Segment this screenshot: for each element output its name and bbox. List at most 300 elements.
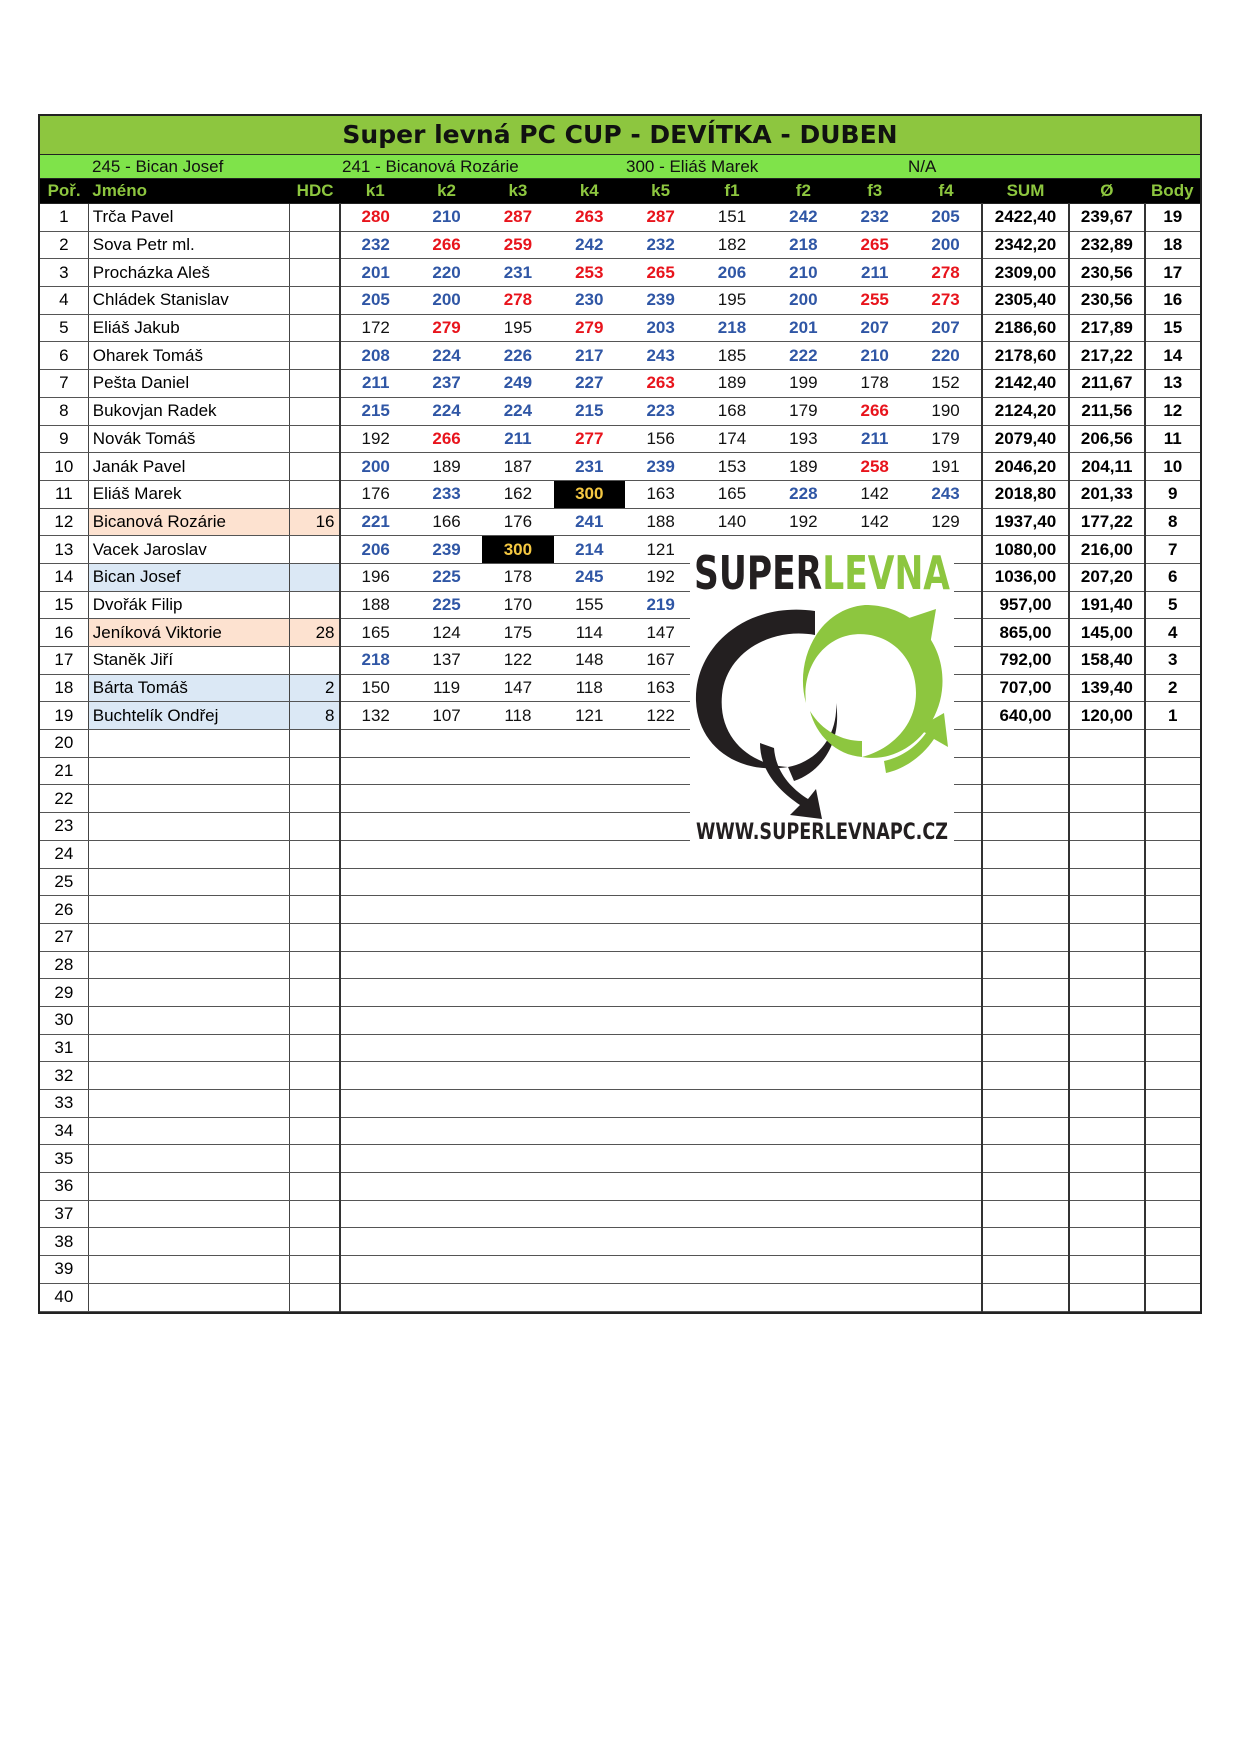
handicap-cell: [289, 1062, 339, 1090]
player-name: [88, 1145, 289, 1173]
handicap-cell: [289, 259, 339, 287]
points-cell: [1145, 868, 1200, 896]
player-name: Jeníková Viktorie: [88, 619, 289, 647]
points-cell: [1145, 1062, 1200, 1090]
score-k4: [554, 896, 625, 924]
score-k2: [411, 896, 482, 924]
score-f3: [839, 923, 910, 951]
score-k5: [625, 951, 696, 979]
score-f1: [696, 923, 767, 951]
score-k4: 217: [554, 342, 625, 370]
header-row: [40, 179, 1200, 204]
score-k3: [482, 1006, 553, 1034]
score-f1: [696, 1256, 767, 1284]
points-cell: [1145, 1006, 1200, 1034]
sum-cell: 2142,40: [982, 370, 1069, 398]
header-k2: k2: [411, 179, 482, 204]
score-k3: [482, 979, 553, 1007]
score-k2: [411, 1200, 482, 1228]
handicap-cell: [289, 813, 339, 841]
score-k4: [554, 1200, 625, 1228]
score-f4: [910, 923, 981, 951]
score-k2: [411, 1062, 482, 1090]
sum-cell: 2422,40: [982, 204, 1069, 232]
score-k2: [411, 757, 482, 785]
score-f3: 142: [839, 480, 910, 508]
handicap-cell: [289, 868, 339, 896]
score-k5: [625, 923, 696, 951]
rank-cell: 36: [40, 1173, 88, 1201]
results-sheet: [38, 114, 1202, 1314]
score-k1: 221: [340, 508, 411, 536]
handicap-cell: [289, 1228, 339, 1256]
score-f3: [839, 868, 910, 896]
table-row-empty: [40, 979, 1200, 1007]
handicap-cell: [289, 1090, 339, 1118]
score-k5: [625, 1200, 696, 1228]
score-k3: [482, 1034, 553, 1062]
header-poz: Poř.: [40, 179, 88, 204]
score-k2: 237: [411, 370, 482, 398]
sum-cell: [982, 923, 1069, 951]
header-f3: f3: [839, 179, 910, 204]
points-cell: 13: [1145, 370, 1200, 398]
score-k5: 287: [625, 204, 696, 232]
average-cell: [1069, 868, 1144, 896]
player-name: [88, 730, 289, 758]
score-k5: 156: [625, 425, 696, 453]
record-3: 300 - Eliáš Marek: [626, 157, 759, 176]
table-row-empty: [40, 730, 1200, 758]
score-k3: 162: [482, 480, 553, 508]
score-k4: [554, 1034, 625, 1062]
rank-cell: 3: [40, 259, 88, 287]
score-f2: [768, 979, 839, 1007]
score-f2: [768, 1200, 839, 1228]
table-row-empty: [40, 1256, 1200, 1284]
score-k3: [482, 868, 553, 896]
score-k4: [554, 979, 625, 1007]
average-cell: [1069, 1228, 1144, 1256]
score-k1: [340, 1034, 411, 1062]
score-f2: 201: [768, 314, 839, 342]
points-cell: [1145, 1117, 1200, 1145]
points-cell: [1145, 1283, 1200, 1311]
score-f1: 206: [696, 259, 767, 287]
score-k3: [482, 1228, 553, 1256]
score-f4: 273: [910, 287, 981, 315]
points-cell: 18: [1145, 231, 1200, 259]
score-k3: 170: [482, 591, 553, 619]
score-k4: 118: [554, 674, 625, 702]
handicap-cell: [289, 536, 339, 564]
score-f1: 189: [696, 370, 767, 398]
player-name: Janák Pavel: [88, 453, 289, 481]
handicap-cell: [289, 730, 339, 758]
score-f2: 192: [768, 508, 839, 536]
score-f4: [910, 1145, 981, 1173]
header-k3: k3: [482, 179, 553, 204]
sum-cell: [982, 1006, 1069, 1034]
player-name: Trča Pavel: [88, 204, 289, 232]
score-k5: 203: [625, 314, 696, 342]
score-k3: 187: [482, 453, 553, 481]
points-cell: 17: [1145, 259, 1200, 287]
player-name: Chládek Stanislav: [88, 287, 289, 315]
rank-cell: 25: [40, 868, 88, 896]
average-cell: 230,56: [1069, 259, 1144, 287]
sheet-title: Super levná PC CUP - DEVÍTKA - DUBEN: [40, 116, 1200, 155]
score-f1: 174: [696, 425, 767, 453]
score-f1: [696, 1145, 767, 1173]
score-f2: 193: [768, 425, 839, 453]
score-k1: [340, 1145, 411, 1173]
score-k2: [411, 785, 482, 813]
score-k3: [482, 1145, 553, 1173]
player-name: Staněk Jiří: [88, 647, 289, 675]
handicap-cell: [289, 757, 339, 785]
points-cell: 15: [1145, 314, 1200, 342]
score-k1: [340, 923, 411, 951]
score-f2: 210: [768, 259, 839, 287]
score-k1: [340, 757, 411, 785]
sum-cell: 865,00: [982, 619, 1069, 647]
rank-cell: 17: [40, 647, 88, 675]
score-k2: [411, 951, 482, 979]
table-row-empty: [40, 1200, 1200, 1228]
points-cell: 12: [1145, 397, 1200, 425]
points-cell: 9: [1145, 480, 1200, 508]
results-body: [40, 204, 1200, 1312]
rank-cell: 33: [40, 1090, 88, 1118]
score-k5: [625, 1228, 696, 1256]
table-row-empty: [40, 757, 1200, 785]
rank-cell: 22: [40, 785, 88, 813]
rank-cell: 12: [40, 508, 88, 536]
score-f2: 199: [768, 370, 839, 398]
score-k2: [411, 1173, 482, 1201]
score-k4: [554, 868, 625, 896]
points-cell: [1145, 785, 1200, 813]
score-k2: 233: [411, 480, 482, 508]
score-k1: 218: [340, 647, 411, 675]
points-cell: 1: [1145, 702, 1200, 730]
sum-cell: [982, 785, 1069, 813]
score-k5: 167: [625, 647, 696, 675]
table-row-empty: [40, 840, 1200, 868]
average-cell: 139,40: [1069, 674, 1144, 702]
handicap-cell: [289, 1006, 339, 1034]
score-k2: [411, 1145, 482, 1173]
score-f1: 153: [696, 453, 767, 481]
handicap-cell: 8: [289, 702, 339, 730]
handicap-cell: [289, 840, 339, 868]
table-row: [40, 370, 1200, 398]
score-k3: 287: [482, 204, 553, 232]
sum-cell: [982, 1200, 1069, 1228]
handicap-cell: [289, 1034, 339, 1062]
score-k1: [340, 1256, 411, 1284]
score-f4: 278: [910, 259, 981, 287]
player-name: Buchtelík Ondřej: [88, 702, 289, 730]
points-cell: 14: [1145, 342, 1200, 370]
score-k1: 192: [340, 425, 411, 453]
score-f1: 165: [696, 480, 767, 508]
score-f4: [910, 1228, 981, 1256]
table-row-empty: [40, 923, 1200, 951]
sum-cell: [982, 951, 1069, 979]
score-f4: 152: [910, 370, 981, 398]
score-k3: 231: [482, 259, 553, 287]
average-cell: 207,20: [1069, 563, 1144, 591]
score-k2: 119: [411, 674, 482, 702]
average-cell: 120,00: [1069, 702, 1144, 730]
table-row: [40, 287, 1200, 315]
player-name: [88, 1117, 289, 1145]
table-row-empty: [40, 1062, 1200, 1090]
points-cell: [1145, 1256, 1200, 1284]
handicap-cell: 28: [289, 619, 339, 647]
score-k3: [482, 1117, 553, 1145]
sum-cell: [982, 1034, 1069, 1062]
sum-cell: [982, 1062, 1069, 1090]
sum-cell: 2046,20: [982, 453, 1069, 481]
score-k1: [340, 951, 411, 979]
record-4: N/A: [908, 157, 937, 176]
sum-cell: 1937,40: [982, 508, 1069, 536]
rank-cell: 31: [40, 1034, 88, 1062]
average-cell: [1069, 979, 1144, 1007]
score-k1: 165: [340, 619, 411, 647]
player-name: Vacek Jaroslav: [88, 536, 289, 564]
score-k1: [340, 1062, 411, 1090]
average-cell: [1069, 951, 1144, 979]
player-name: Dvořák Filip: [88, 591, 289, 619]
score-f3: [839, 1283, 910, 1311]
score-k3: 122: [482, 647, 553, 675]
rank-cell: 18: [40, 674, 88, 702]
score-k2: 224: [411, 397, 482, 425]
score-k5: [625, 896, 696, 924]
handicap-cell: [289, 1283, 339, 1311]
score-f2: [768, 1256, 839, 1284]
score-f4: 179: [910, 425, 981, 453]
rank-cell: 15: [40, 591, 88, 619]
handicap-cell: [289, 785, 339, 813]
score-f2: [768, 896, 839, 924]
player-name: Bukovjan Radek: [88, 397, 289, 425]
score-k3: [482, 1062, 553, 1090]
average-cell: [1069, 1283, 1144, 1311]
score-f4: [910, 979, 981, 1007]
rank-cell: 19: [40, 702, 88, 730]
score-k3: 176: [482, 508, 553, 536]
score-f1: [696, 1034, 767, 1062]
results-table: [40, 179, 1200, 1312]
score-k2: [411, 813, 482, 841]
score-k5: [625, 868, 696, 896]
handicap-cell: [289, 951, 339, 979]
table-row: [40, 480, 1200, 508]
logo-word-levna: LEVNA: [822, 546, 993, 600]
score-k4: 245: [554, 563, 625, 591]
score-k2: [411, 1117, 482, 1145]
score-k1: 176: [340, 480, 411, 508]
points-cell: [1145, 1228, 1200, 1256]
points-cell: [1145, 951, 1200, 979]
rank-cell: 21: [40, 757, 88, 785]
score-k4: 215: [554, 397, 625, 425]
score-f4: [910, 1256, 981, 1284]
average-cell: 232,89: [1069, 231, 1144, 259]
score-f1: [696, 868, 767, 896]
score-f3: [839, 1034, 910, 1062]
player-name: Procházka Aleš: [88, 259, 289, 287]
sum-cell: 2018,80: [982, 480, 1069, 508]
sum-cell: 2178,60: [982, 342, 1069, 370]
rank-cell: 9: [40, 425, 88, 453]
score-k5: 239: [625, 287, 696, 315]
rank-cell: 1: [40, 204, 88, 232]
sum-cell: 2305,40: [982, 287, 1069, 315]
score-f3: 142: [839, 508, 910, 536]
score-f4: [910, 896, 981, 924]
table-row: [40, 453, 1200, 481]
header-f1: f1: [696, 179, 767, 204]
score-k1: 200: [340, 453, 411, 481]
score-k5: 239: [625, 453, 696, 481]
rank-cell: 14: [40, 563, 88, 591]
handicap-cell: [289, 480, 339, 508]
score-f1: 182: [696, 231, 767, 259]
sum-cell: [982, 1117, 1069, 1145]
table-row: [40, 536, 1200, 564]
average-cell: 145,00: [1069, 619, 1144, 647]
score-f3: [839, 1062, 910, 1090]
score-k1: 196: [340, 563, 411, 591]
points-cell: [1145, 813, 1200, 841]
sum-cell: [982, 868, 1069, 896]
player-name: Eliáš Jakub: [88, 314, 289, 342]
average-cell: 217,22: [1069, 342, 1144, 370]
score-k5: 263: [625, 370, 696, 398]
header-k1: k1: [340, 179, 411, 204]
score-f1: 195: [696, 287, 767, 315]
average-cell: [1069, 1006, 1144, 1034]
score-k4: 227: [554, 370, 625, 398]
table-row: [40, 397, 1200, 425]
logo-word-super: SUPER: [694, 546, 866, 600]
score-k4: [554, 1090, 625, 1118]
handicap-cell: 0: [289, 563, 339, 591]
sum-cell: [982, 1256, 1069, 1284]
score-k1: [340, 979, 411, 1007]
score-k2: [411, 1256, 482, 1284]
average-cell: [1069, 1117, 1144, 1145]
score-f4: [910, 1034, 981, 1062]
score-f1: 151: [696, 204, 767, 232]
table-row-empty: [40, 1034, 1200, 1062]
table-row-empty: [40, 1228, 1200, 1256]
player-name: [88, 785, 289, 813]
score-k2: [411, 840, 482, 868]
sum-cell: 957,00: [982, 591, 1069, 619]
sum-cell: 1080,00: [982, 536, 1069, 564]
score-k1: 232: [340, 231, 411, 259]
rank-cell: 7: [40, 370, 88, 398]
sum-cell: 792,00: [982, 647, 1069, 675]
player-name: [88, 1173, 289, 1201]
score-f3: 210: [839, 342, 910, 370]
table-row-empty: [40, 1145, 1200, 1173]
table-row: [40, 674, 1200, 702]
score-k2: 166: [411, 508, 482, 536]
score-f4: 200: [910, 231, 981, 259]
score-k3: [482, 951, 553, 979]
score-f4: 129: [910, 508, 981, 536]
score-k4: 230: [554, 287, 625, 315]
score-k5: [625, 1090, 696, 1118]
score-k3: 178: [482, 563, 553, 591]
score-k4: 148: [554, 647, 625, 675]
score-k1: 150: [340, 674, 411, 702]
score-f3: [839, 1200, 910, 1228]
score-k1: [340, 730, 411, 758]
score-k2: [411, 979, 482, 1007]
score-k5: [625, 1145, 696, 1173]
score-f3: [839, 979, 910, 1007]
table-row-empty: [40, 1173, 1200, 1201]
logo-url: WWW.SUPERLEVNAPC.CZ: [696, 820, 948, 845]
player-name: [88, 757, 289, 785]
score-f1: [696, 896, 767, 924]
handicap-cell: [289, 923, 339, 951]
score-f4: [910, 1117, 981, 1145]
score-k4: [554, 1117, 625, 1145]
superlevna-logo: [690, 543, 993, 845]
table-row-empty: [40, 951, 1200, 979]
handicap-cell: [289, 1200, 339, 1228]
score-f3: 178: [839, 370, 910, 398]
table-row: [40, 259, 1200, 287]
sum-cell: 2309,00: [982, 259, 1069, 287]
score-f1: [696, 1006, 767, 1034]
score-k5: [625, 730, 696, 758]
score-k3: [482, 730, 553, 758]
sum-cell: 2186,60: [982, 314, 1069, 342]
rank-cell: 10: [40, 453, 88, 481]
score-f1: 168: [696, 397, 767, 425]
average-cell: 201,33: [1069, 480, 1144, 508]
points-cell: [1145, 730, 1200, 758]
score-f4: 243: [910, 480, 981, 508]
score-k3: 211: [482, 425, 553, 453]
rank-cell: 38: [40, 1228, 88, 1256]
points-cell: [1145, 840, 1200, 868]
rank-cell: 5: [40, 314, 88, 342]
score-f2: [768, 1228, 839, 1256]
score-k5: [625, 1006, 696, 1034]
handicap-cell: [289, 1145, 339, 1173]
svg-text:SUPERLEVNA: [694, 546, 993, 600]
points-cell: 16: [1145, 287, 1200, 315]
player-name: [88, 1228, 289, 1256]
average-cell: [1069, 1062, 1144, 1090]
sum-cell: [982, 730, 1069, 758]
score-k1: [340, 1283, 411, 1311]
score-k4: 277: [554, 425, 625, 453]
score-k1: [340, 1006, 411, 1034]
